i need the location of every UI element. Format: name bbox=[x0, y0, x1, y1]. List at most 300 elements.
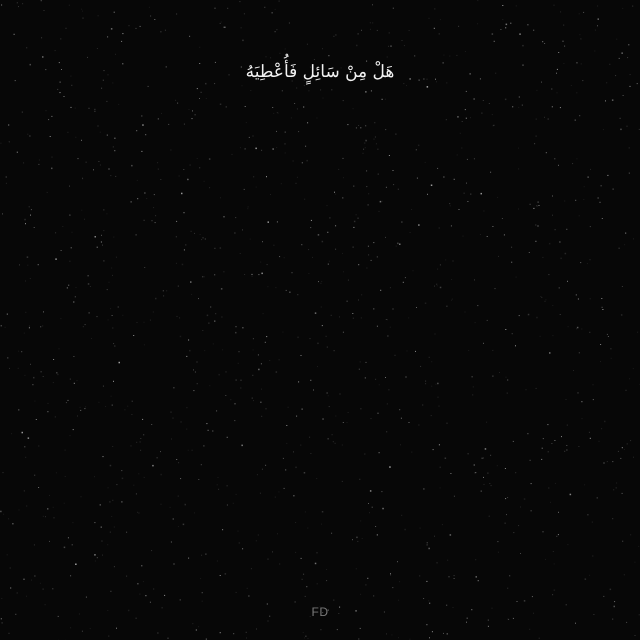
star bbox=[616, 483, 617, 484]
star bbox=[143, 581, 144, 582]
star bbox=[144, 322, 145, 323]
star bbox=[256, 629, 257, 630]
star bbox=[309, 437, 310, 438]
star bbox=[529, 629, 530, 630]
star bbox=[539, 638, 540, 639]
star bbox=[25, 457, 26, 458]
star bbox=[180, 599, 181, 600]
star bbox=[628, 44, 629, 45]
star bbox=[82, 178, 83, 179]
star bbox=[364, 142, 366, 144]
star bbox=[146, 198, 147, 199]
star bbox=[78, 158, 79, 159]
star bbox=[253, 338, 254, 339]
star bbox=[419, 575, 420, 576]
star bbox=[548, 118, 550, 120]
star bbox=[101, 242, 102, 243]
star bbox=[379, 452, 380, 453]
star bbox=[541, 459, 542, 460]
star bbox=[466, 118, 467, 119]
star bbox=[24, 446, 25, 447]
star bbox=[368, 204, 369, 205]
star bbox=[101, 235, 102, 236]
star bbox=[136, 28, 137, 29]
star bbox=[306, 160, 308, 162]
star bbox=[425, 383, 426, 384]
star bbox=[332, 434, 333, 435]
star bbox=[463, 236, 464, 237]
star bbox=[481, 193, 483, 195]
star bbox=[150, 320, 151, 321]
star bbox=[443, 177, 444, 178]
star bbox=[566, 229, 567, 230]
star bbox=[353, 318, 354, 319]
star bbox=[94, 554, 96, 556]
star bbox=[318, 281, 319, 282]
star bbox=[432, 631, 433, 632]
star bbox=[45, 516, 46, 517]
star bbox=[261, 150, 262, 151]
star bbox=[366, 170, 367, 171]
star bbox=[338, 169, 339, 170]
star bbox=[7, 357, 8, 358]
star bbox=[155, 298, 157, 300]
star bbox=[138, 513, 139, 514]
star bbox=[260, 262, 261, 263]
star bbox=[630, 440, 631, 441]
star bbox=[361, 294, 362, 295]
star bbox=[177, 103, 178, 104]
star bbox=[252, 398, 253, 399]
star bbox=[447, 633, 448, 634]
star bbox=[260, 402, 261, 403]
star bbox=[339, 316, 340, 317]
star bbox=[69, 261, 70, 262]
star bbox=[178, 462, 179, 463]
star bbox=[265, 342, 266, 343]
star bbox=[434, 8, 435, 9]
star bbox=[373, 595, 374, 596]
star bbox=[73, 429, 74, 430]
star bbox=[244, 13, 245, 14]
star bbox=[112, 315, 113, 316]
star bbox=[202, 330, 203, 331]
star bbox=[560, 258, 562, 260]
star bbox=[258, 369, 260, 371]
star bbox=[477, 305, 478, 306]
star bbox=[112, 500, 113, 501]
star bbox=[495, 288, 496, 289]
star bbox=[121, 470, 122, 471]
star bbox=[526, 389, 527, 390]
star bbox=[176, 263, 177, 264]
star bbox=[580, 262, 581, 263]
star bbox=[80, 407, 81, 408]
star bbox=[505, 27, 506, 28]
star bbox=[141, 115, 143, 117]
star bbox=[329, 217, 330, 218]
star bbox=[494, 41, 495, 42]
star bbox=[307, 528, 308, 529]
star bbox=[41, 371, 42, 372]
star bbox=[131, 445, 132, 446]
star bbox=[321, 281, 322, 282]
star bbox=[191, 231, 192, 232]
star bbox=[619, 248, 620, 249]
star bbox=[286, 443, 287, 444]
star bbox=[255, 148, 257, 150]
star bbox=[238, 531, 239, 532]
star bbox=[377, 256, 378, 257]
star bbox=[2, 622, 3, 623]
star bbox=[235, 379, 237, 381]
star bbox=[594, 51, 595, 52]
star bbox=[597, 497, 598, 498]
star bbox=[395, 355, 396, 356]
star bbox=[465, 312, 466, 313]
star bbox=[171, 542, 172, 543]
star bbox=[179, 176, 180, 177]
star bbox=[340, 394, 341, 395]
star bbox=[359, 479, 360, 480]
star bbox=[21, 351, 22, 352]
star bbox=[220, 632, 221, 633]
star bbox=[302, 162, 303, 163]
star bbox=[637, 332, 638, 333]
star bbox=[597, 25, 598, 26]
star bbox=[286, 290, 287, 291]
star bbox=[75, 137, 76, 138]
star bbox=[221, 288, 223, 290]
star bbox=[353, 108, 354, 109]
star bbox=[121, 501, 122, 502]
star bbox=[602, 218, 603, 219]
star bbox=[420, 528, 421, 529]
star bbox=[487, 473, 488, 474]
star bbox=[320, 283, 321, 284]
star bbox=[173, 387, 174, 388]
star bbox=[358, 639, 359, 640]
star bbox=[283, 458, 284, 459]
star bbox=[305, 596, 306, 597]
star bbox=[368, 246, 369, 247]
star bbox=[81, 210, 82, 211]
star bbox=[411, 452, 412, 453]
star bbox=[634, 562, 635, 563]
star bbox=[137, 512, 138, 513]
star bbox=[382, 99, 383, 100]
star bbox=[8, 125, 9, 126]
star bbox=[233, 633, 234, 634]
star bbox=[154, 19, 155, 20]
star bbox=[348, 280, 349, 281]
star bbox=[295, 467, 297, 469]
star bbox=[387, 319, 388, 320]
star bbox=[483, 343, 484, 344]
star bbox=[193, 369, 194, 370]
star bbox=[449, 576, 450, 577]
star bbox=[347, 124, 348, 125]
star bbox=[122, 33, 123, 34]
star bbox=[75, 564, 77, 566]
star bbox=[371, 260, 372, 261]
star bbox=[97, 557, 98, 558]
star bbox=[475, 322, 476, 323]
star bbox=[509, 575, 510, 576]
star bbox=[291, 117, 292, 118]
star bbox=[110, 465, 112, 467]
star bbox=[549, 243, 551, 245]
star bbox=[401, 221, 403, 223]
star bbox=[372, 22, 373, 23]
star bbox=[239, 542, 241, 544]
star bbox=[209, 187, 210, 188]
star bbox=[97, 247, 98, 248]
star bbox=[317, 366, 318, 367]
star bbox=[625, 233, 626, 234]
star bbox=[374, 139, 375, 140]
star bbox=[352, 539, 353, 540]
star bbox=[406, 377, 407, 378]
star bbox=[184, 212, 185, 213]
star bbox=[388, 46, 389, 47]
star bbox=[590, 438, 591, 439]
star bbox=[553, 551, 554, 552]
star bbox=[629, 378, 630, 379]
star bbox=[492, 376, 493, 377]
star bbox=[418, 425, 419, 426]
star bbox=[540, 296, 541, 297]
star bbox=[300, 445, 301, 446]
star bbox=[502, 5, 503, 6]
star bbox=[544, 117, 545, 118]
star bbox=[267, 264, 268, 265]
star bbox=[597, 6, 598, 7]
star bbox=[554, 563, 555, 564]
star bbox=[396, 246, 397, 247]
star bbox=[10, 568, 11, 569]
star bbox=[189, 109, 190, 110]
star bbox=[214, 248, 215, 249]
star bbox=[112, 446, 113, 447]
star bbox=[588, 177, 589, 178]
star bbox=[281, 183, 282, 184]
star bbox=[373, 242, 374, 243]
star bbox=[542, 257, 543, 258]
star bbox=[168, 124, 169, 125]
star bbox=[295, 522, 296, 523]
star bbox=[47, 508, 48, 509]
star bbox=[180, 421, 182, 423]
star bbox=[25, 312, 26, 313]
star bbox=[51, 116, 52, 117]
star bbox=[301, 244, 302, 245]
star bbox=[611, 358, 612, 359]
star bbox=[373, 308, 374, 309]
star bbox=[492, 33, 494, 35]
star bbox=[297, 108, 298, 109]
star bbox=[214, 321, 215, 322]
star bbox=[180, 336, 182, 338]
star bbox=[77, 380, 78, 381]
star bbox=[624, 574, 625, 575]
star bbox=[534, 143, 535, 144]
star bbox=[482, 458, 483, 459]
star bbox=[29, 136, 30, 137]
star bbox=[27, 256, 29, 258]
star bbox=[379, 211, 380, 212]
star bbox=[52, 157, 53, 158]
star bbox=[296, 416, 297, 417]
star bbox=[333, 441, 334, 442]
star bbox=[235, 403, 236, 404]
star bbox=[53, 507, 54, 508]
star bbox=[53, 359, 54, 360]
star bbox=[154, 194, 155, 195]
star bbox=[293, 451, 294, 452]
star bbox=[491, 485, 492, 486]
star bbox=[576, 294, 577, 295]
star bbox=[294, 103, 295, 104]
star bbox=[242, 327, 243, 328]
star bbox=[587, 514, 588, 515]
star bbox=[407, 350, 408, 351]
signature-watermark: FD bbox=[311, 605, 329, 619]
star bbox=[360, 127, 361, 128]
star bbox=[500, 29, 501, 30]
star bbox=[481, 113, 482, 114]
star bbox=[209, 158, 211, 160]
star bbox=[434, 28, 435, 29]
star bbox=[542, 448, 543, 449]
star bbox=[103, 456, 104, 457]
star bbox=[98, 161, 99, 162]
star bbox=[563, 25, 564, 26]
star bbox=[506, 514, 507, 515]
star bbox=[516, 277, 517, 278]
star bbox=[439, 406, 440, 407]
star bbox=[399, 244, 401, 246]
star bbox=[246, 638, 247, 639]
star bbox=[94, 109, 96, 111]
star bbox=[160, 474, 162, 476]
star bbox=[590, 169, 591, 170]
star bbox=[186, 429, 187, 430]
star bbox=[528, 314, 530, 316]
star bbox=[386, 187, 387, 188]
star bbox=[311, 220, 312, 221]
star bbox=[335, 249, 336, 250]
star bbox=[474, 99, 475, 100]
star bbox=[416, 307, 417, 308]
star bbox=[335, 34, 337, 36]
star bbox=[578, 299, 579, 300]
star bbox=[230, 399, 231, 400]
star bbox=[157, 162, 158, 163]
star bbox=[151, 550, 152, 551]
star bbox=[103, 386, 104, 387]
star bbox=[398, 637, 399, 638]
star bbox=[82, 11, 83, 12]
star bbox=[602, 309, 603, 310]
star bbox=[466, 91, 467, 92]
star bbox=[180, 478, 181, 479]
star bbox=[54, 517, 55, 518]
star bbox=[357, 541, 358, 542]
star bbox=[398, 600, 399, 601]
star bbox=[107, 289, 108, 290]
star bbox=[613, 489, 614, 490]
star bbox=[629, 147, 630, 148]
star bbox=[302, 579, 303, 580]
star bbox=[34, 475, 35, 476]
star bbox=[552, 335, 553, 336]
star bbox=[370, 22, 371, 23]
star bbox=[212, 431, 213, 432]
star bbox=[62, 226, 63, 227]
star bbox=[458, 26, 459, 27]
star bbox=[375, 379, 376, 380]
star bbox=[524, 600, 526, 602]
star bbox=[502, 19, 503, 20]
star bbox=[322, 325, 323, 326]
star bbox=[155, 215, 156, 216]
star bbox=[195, 372, 196, 373]
star bbox=[457, 116, 459, 118]
star bbox=[60, 318, 61, 319]
star bbox=[427, 544, 428, 545]
star bbox=[93, 169, 94, 170]
star bbox=[252, 274, 253, 275]
star bbox=[487, 320, 488, 321]
star bbox=[587, 263, 588, 264]
star bbox=[250, 239, 251, 240]
star bbox=[368, 503, 369, 504]
star bbox=[555, 483, 556, 484]
star bbox=[362, 538, 363, 539]
star bbox=[157, 457, 158, 458]
star bbox=[612, 461, 613, 462]
star bbox=[215, 8, 216, 9]
star bbox=[101, 88, 102, 89]
star bbox=[266, 176, 267, 177]
star bbox=[425, 381, 426, 382]
star bbox=[224, 27, 225, 28]
star bbox=[0, 143, 1, 144]
star bbox=[579, 215, 580, 216]
star bbox=[173, 519, 174, 520]
star bbox=[250, 90, 251, 91]
star bbox=[533, 208, 534, 209]
star bbox=[391, 46, 392, 47]
star bbox=[505, 99, 507, 101]
star bbox=[173, 418, 174, 419]
star bbox=[321, 524, 322, 525]
star bbox=[161, 113, 162, 114]
star bbox=[101, 540, 103, 542]
star bbox=[618, 451, 619, 452]
star bbox=[116, 628, 117, 629]
star bbox=[551, 89, 552, 90]
star bbox=[157, 633, 158, 634]
star bbox=[353, 186, 354, 187]
star bbox=[440, 487, 441, 488]
star bbox=[435, 384, 436, 385]
star bbox=[437, 285, 438, 286]
star bbox=[538, 202, 539, 203]
star bbox=[393, 170, 394, 171]
star bbox=[69, 215, 70, 216]
